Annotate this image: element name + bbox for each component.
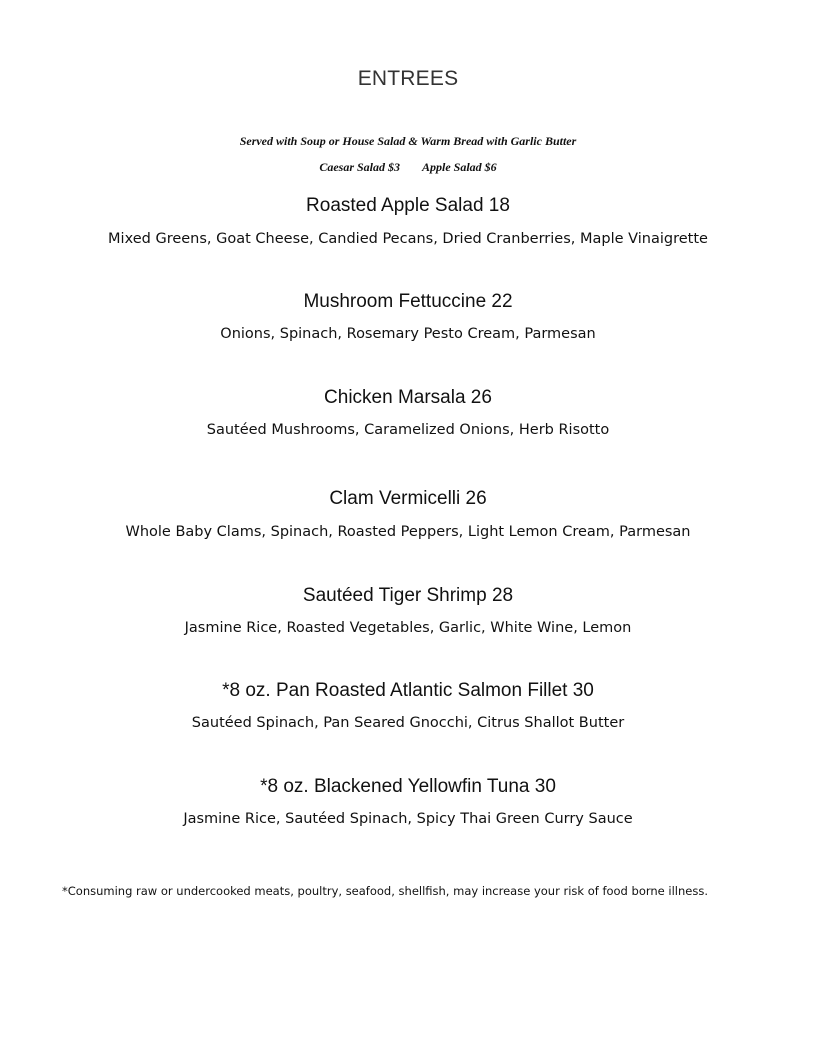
item-desc-salmon-fillet: Sautéed Spinach, Pan Seared Gnocchi, Citrus Shallot Butter — [191, 715, 625, 731]
item-desc-clam-vermicelli: Whole Baby Clams, Spinach, Roasted Peppers, Light Lemon Cream, Parmesan — [125, 524, 691, 540]
item-desc-tiger-shrimp: Jasmine Rice, Roasted Vegetables, Garlic, White Wine, Lemon — [184, 620, 632, 636]
item-name-mushroom-fettuccine: Mushroom Fettuccine 22 — [303, 291, 513, 312]
item-name-chicken-marsala: Chicken Marsala 26 — [324, 387, 492, 408]
served-with-note: Served with Soup or House Salad & Warm Bread with Garlic Butter — [239, 134, 577, 148]
page-title: ENTREES — [357, 67, 459, 90]
item-desc-chicken-marsala: Sautéed Mushrooms, Caramelized Onions, Herb Risotto — [206, 422, 610, 438]
item-name-tiger-shrimp: Sautéed Tiger Shrimp 28 — [302, 585, 514, 606]
salad-upgrades — [0, 160, 816, 175]
item-name-roasted-apple-salad: Roasted Apple Salad 18 — [306, 195, 510, 216]
item-name-clam-vermicelli: Clam Vermicelli 26 — [329, 488, 487, 509]
caesar-upgrade: Caesar Salad $3 — [319, 160, 400, 174]
apple-upgrade: Apple Salad $6 — [422, 160, 497, 174]
item-name-yellowfin-tuna: *8 oz. Blackened Yellowfin Tuna 30 — [260, 776, 556, 797]
item-name-salmon-fillet: *8 oz. Pan Roasted Atlantic Salmon Fillet 30 — [222, 680, 594, 701]
item-desc-mushroom-fettuccine: Onions, Spinach, Rosemary Pesto Cream, Parmesan — [220, 326, 596, 342]
item-desc-roasted-apple-salad: Mixed Greens, Goat Cheese, Candied Pecans, Dried Cranberries, Maple Vinaigrette — [108, 231, 708, 247]
food-safety-footnote: *Consuming raw or undercooked meats, poultry, seafood, shellfish, may increase your risk of food borne illness. — [62, 884, 708, 898]
item-desc-yellowfin-tuna: Jasmine Rice, Sautéed Spinach, Spicy Thai Green Curry Sauce — [183, 811, 633, 827]
